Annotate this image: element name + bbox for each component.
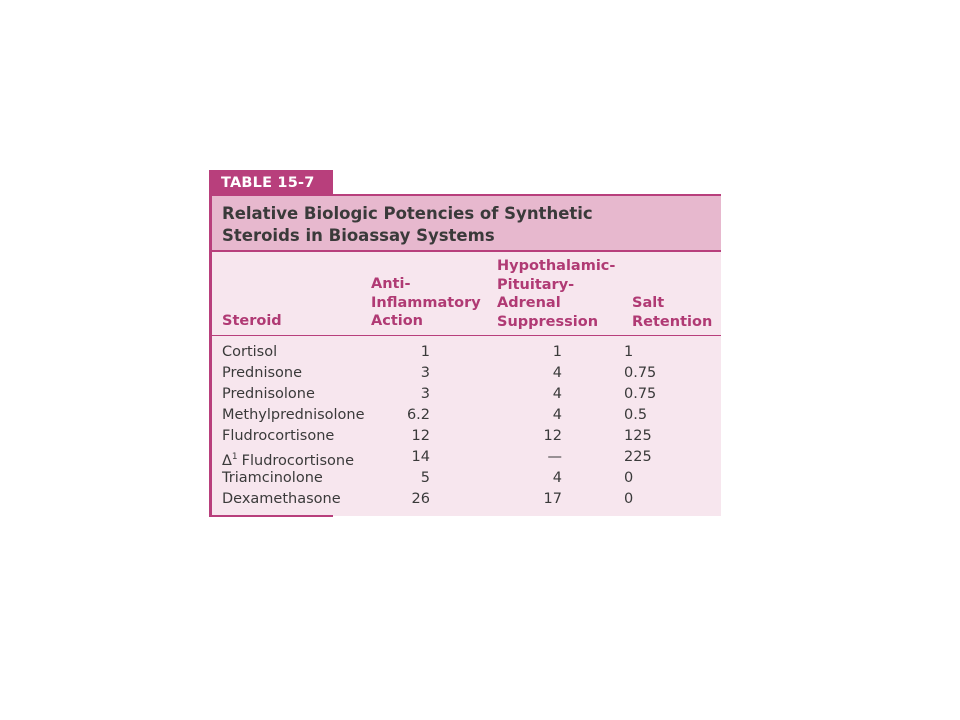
table-title-band: [212, 194, 721, 250]
salt-retention-value: 0: [624, 491, 634, 507]
delta-superscript: 1: [231, 452, 238, 462]
table-row: [212, 363, 721, 384]
header-steroid: Steroid: [222, 313, 282, 329]
table-number-tag: TABLE 15-7: [209, 170, 333, 196]
anti-inflammatory-value: 6.2: [406, 407, 430, 423]
table-row: [212, 384, 721, 405]
salt-retention-value: 0.75: [624, 386, 657, 402]
hpa-suppression-value: 4: [552, 470, 562, 486]
table-title-line-2: Steroids in Bioassay Systems: [222, 226, 495, 245]
hpa-suppression-value: 4: [552, 365, 562, 381]
anti-inflammatory-value: 1: [420, 344, 430, 360]
table-panel: [209, 194, 721, 516]
header-divider: [212, 335, 721, 336]
salt-retention-value: 1: [624, 344, 634, 360]
header-anti-inflammatory: Anti- Inflammatory Action: [371, 276, 481, 329]
table-row: [212, 342, 721, 363]
hpa-suppression-value: 4: [552, 407, 562, 423]
steroid-name: Fludrocortisone: [222, 428, 335, 444]
table-row: [212, 468, 721, 489]
steroid-name: Prednisolone: [222, 386, 315, 402]
steroid-name: Cortisol: [222, 344, 278, 360]
hpa-suppression-value: 12: [543, 428, 562, 444]
anti-inflammatory-value: 3: [420, 386, 430, 402]
anti-inflammatory-value: 14: [411, 449, 430, 465]
salt-retention-value: 0: [624, 470, 634, 486]
salt-retention-value: 225: [624, 449, 652, 465]
table-row: [212, 426, 721, 447]
salt-retention-value: 125: [624, 428, 652, 444]
steroid-name: Methylprednisolone: [222, 407, 365, 423]
steroid-name: Prednisone: [222, 365, 303, 381]
table-footer-rule: [209, 515, 333, 517]
hpa-suppression-value: 17: [543, 491, 562, 507]
hpa-suppression-value: 4: [552, 386, 562, 402]
table-row: [212, 405, 721, 426]
anti-inflammatory-value: 26: [411, 491, 430, 507]
header-hpa-suppression: Hypothalamic- Pituitary- Adrenal Suppression: [497, 258, 616, 330]
steroid-name: Triamcinolone: [222, 470, 323, 486]
hpa-suppression-value: 1: [552, 344, 562, 360]
table-row: [212, 489, 721, 510]
title-divider: [212, 250, 721, 252]
steroid-name: $\Delta^1$ Fludrocortisone: [222, 452, 354, 469]
header-salt-retention: Salt Retention: [632, 295, 713, 330]
anti-inflammatory-value: 5: [420, 470, 430, 486]
steroid-name: Dexamethasone: [222, 491, 341, 507]
table-row: [212, 447, 721, 468]
salt-retention-value: 0.75: [624, 365, 657, 381]
table-title-line-1: Relative Biologic Potencies of Synthetic: [222, 204, 593, 223]
salt-retention-value: 0.5: [624, 407, 648, 423]
anti-inflammatory-value: 3: [420, 365, 430, 381]
hpa-suppression-value: —: [547, 449, 562, 465]
anti-inflammatory-value: 12: [411, 428, 430, 444]
